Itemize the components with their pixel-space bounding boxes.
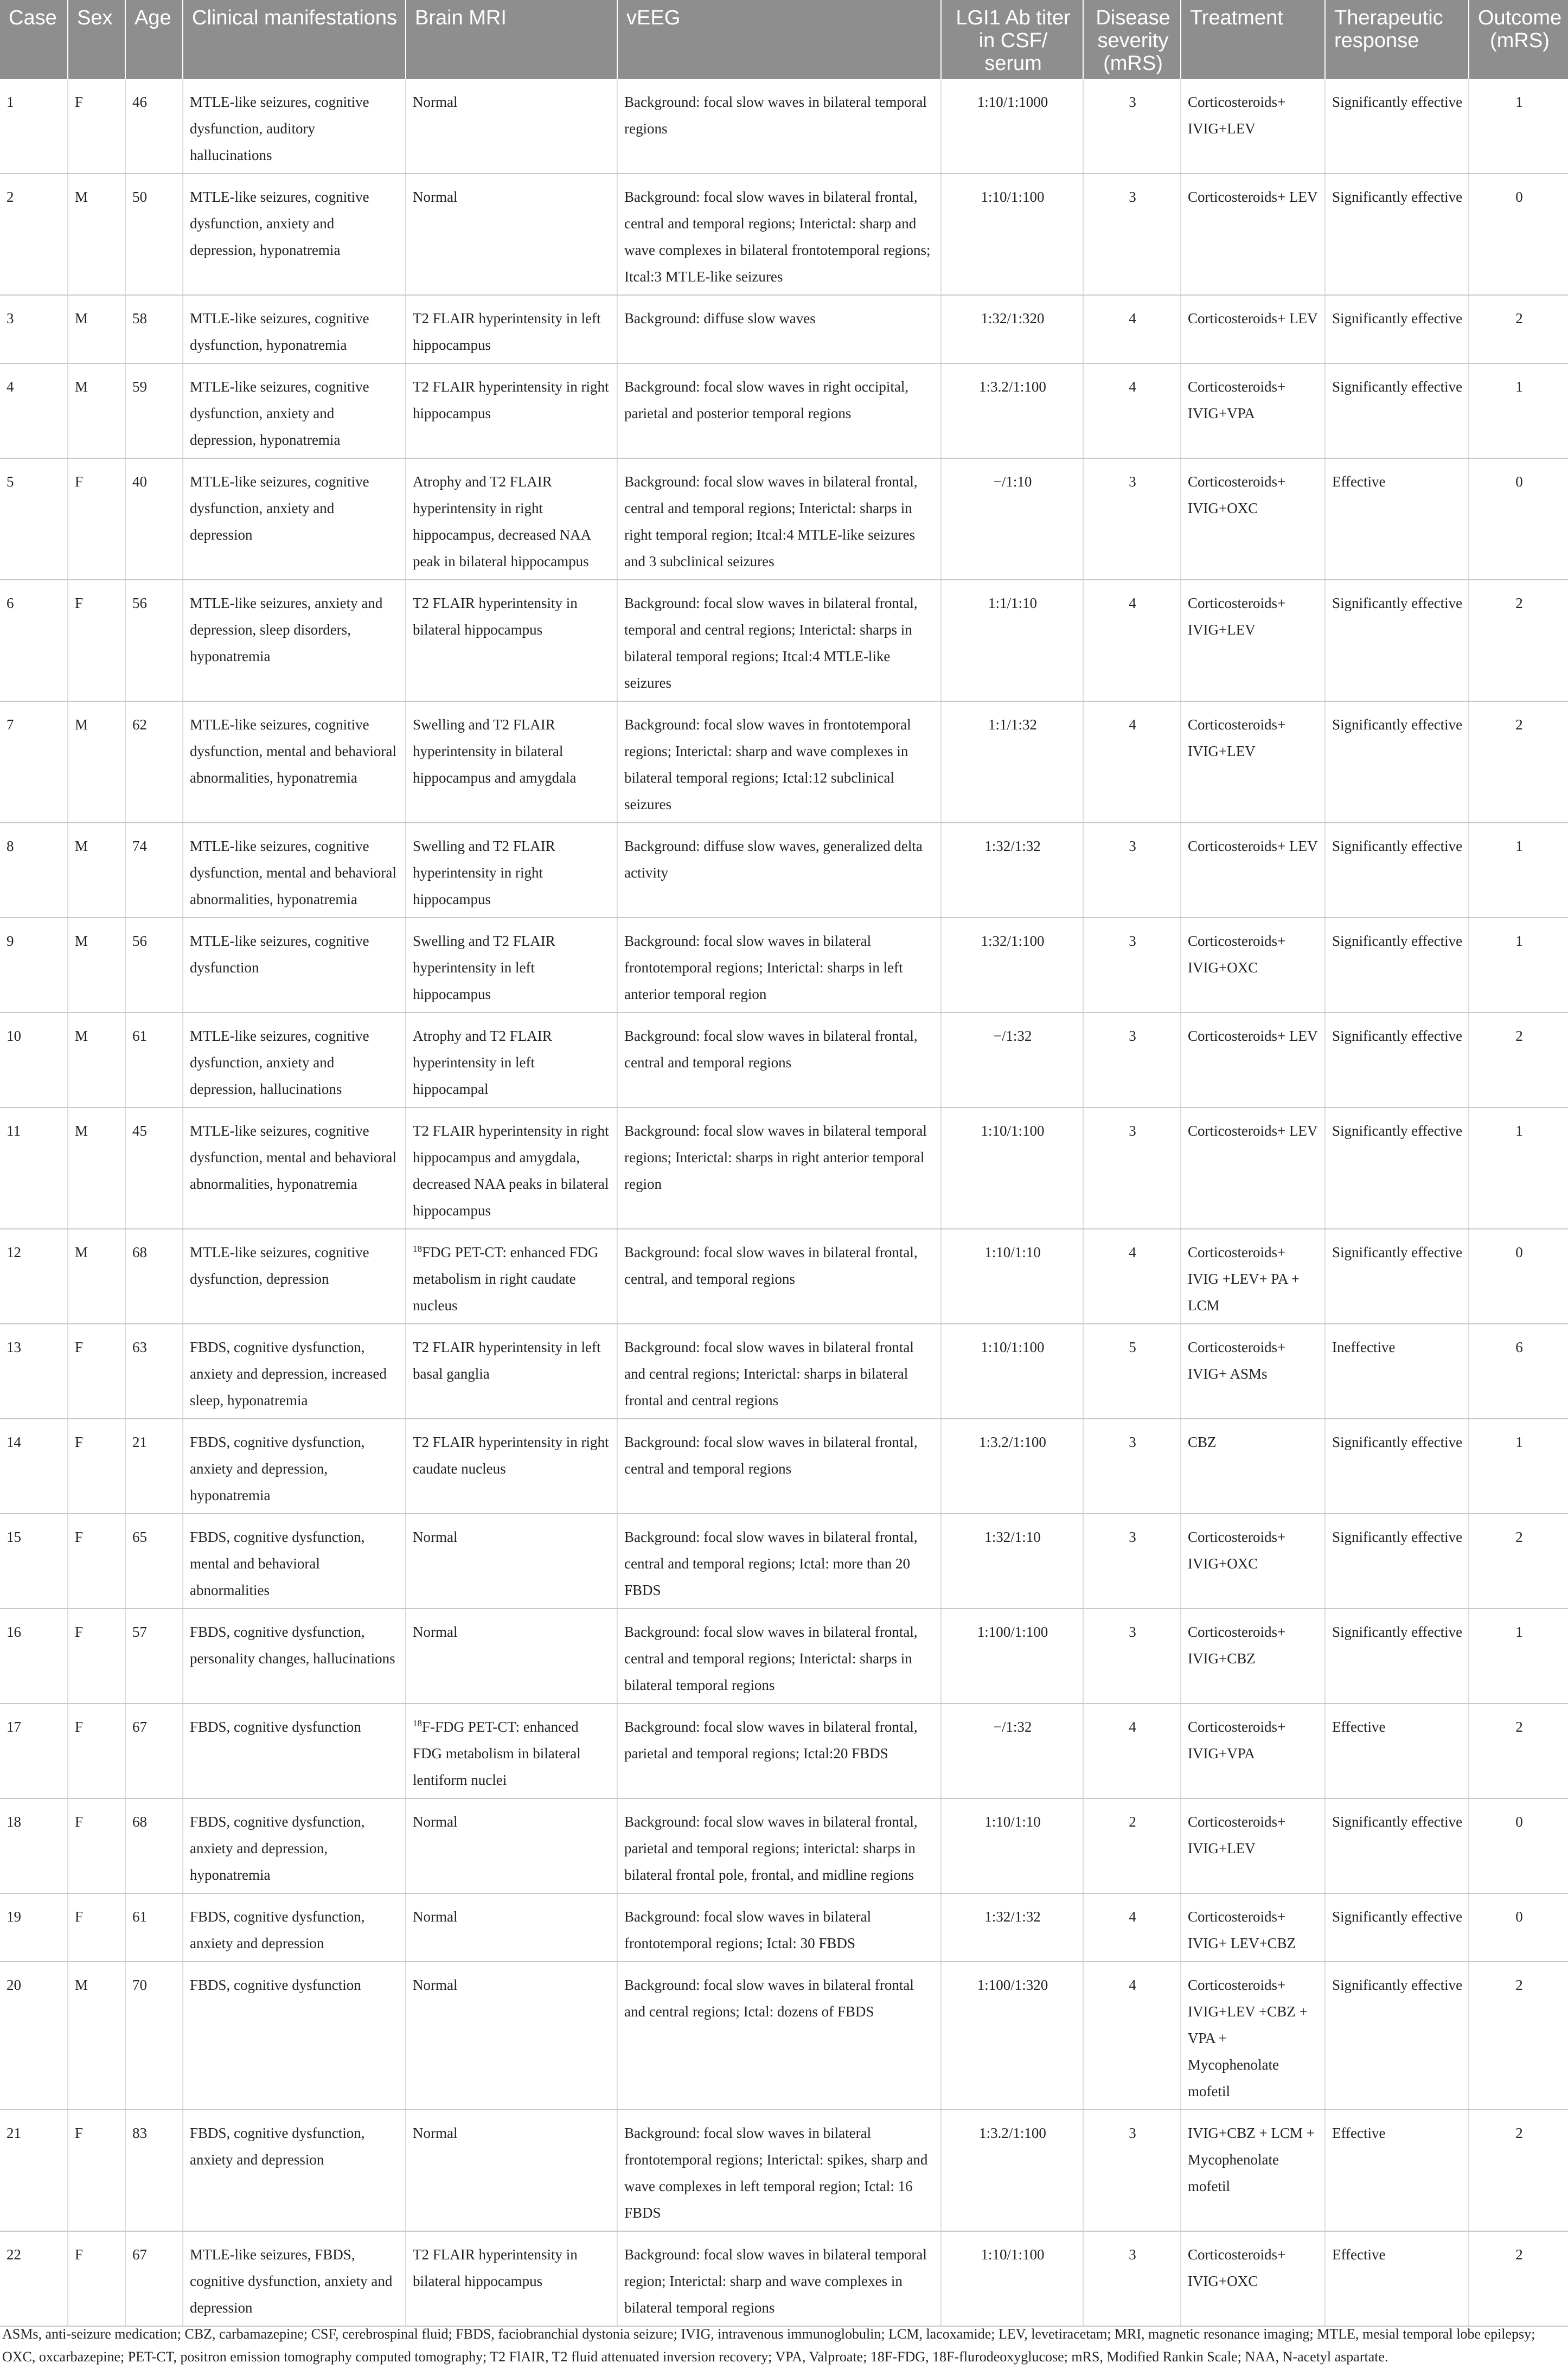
cell-mri: Swelling and T2 FLAIR hyperintensity in left hippocampus [406, 918, 617, 1013]
cell-outcome: 2 [1469, 1703, 1568, 1798]
cell-veeg: Background: focal slow waves in bilateral temporal region; Interictal: sharp and wave complexes in bilateral temporal regions [617, 2231, 941, 2326]
cell-severity: 3 [1083, 2231, 1181, 2326]
cell-age: 57 [125, 1609, 183, 1703]
cell-response: Effective [1325, 2110, 1469, 2231]
table-row [0, 363, 1568, 458]
cell-clinical: MTLE-like seizures, cognitive dysfunction, anxiety and depression, hyponatremia [183, 363, 406, 458]
cell-sex: M [68, 1229, 125, 1324]
table-body [0, 79, 1568, 2326]
cell-severity: 4 [1083, 580, 1181, 701]
cell-response: Significantly effective [1325, 1229, 1469, 1324]
cell-severity: 2 [1083, 1798, 1181, 1893]
cell-outcome: 1 [1469, 1609, 1568, 1703]
cell-veeg: Background: focal slow waves in bilateral frontal, parietal and temporal regions; Ictal:20 FBDS [617, 1703, 941, 1798]
mri-text: F-FDG PET-CT: enhanced FDG metabolism in bilateral lentiform nuclei [413, 1719, 581, 1788]
cell-titer: −/1:32 [941, 1013, 1083, 1107]
cell-outcome: 1 [1469, 363, 1568, 458]
cell-treatment: Corticosteroids+ IVIG+VPA [1181, 363, 1325, 458]
mri-superscript: 18 [413, 1244, 422, 1254]
cell-age: 40 [125, 458, 183, 580]
cell-sex: F [68, 1893, 125, 1962]
cell-sex: F [68, 1609, 125, 1703]
cell-age: 45 [125, 1107, 183, 1229]
cell-titer: 1:100/1:100 [941, 1609, 1083, 1703]
cell-veeg: Background: focal slow waves in bilateral frontal, central and temporal regions [617, 1419, 941, 1514]
cell-titer: 1:1/1:10 [941, 580, 1083, 701]
cell-case: 17 [0, 1703, 68, 1798]
cell-clinical: MTLE-like seizures, cognitive dysfunction, mental and behavioral abnormalities, hyponatremia [183, 701, 406, 823]
cell-titer: 1:10/1:10 [941, 1798, 1083, 1893]
mri-text: FDG PET-CT: enhanced FDG metabolism in right caudate nucleus [413, 1244, 599, 1314]
cell-case: 18 [0, 1798, 68, 1893]
cell-outcome: 2 [1469, 580, 1568, 701]
cell-response: Significantly effective [1325, 1893, 1469, 1962]
table-row [0, 580, 1568, 701]
cell-severity: 4 [1083, 1229, 1181, 1324]
cell-treatment: Corticosteroids+ LEV [1181, 295, 1325, 363]
cell-severity: 4 [1083, 1962, 1181, 2110]
cell-mri: Normal [406, 1514, 617, 1609]
cell-veeg: Background: focal slow waves in bilateral frontal, central and temporal regions; Interictal: sharps in bilateral temporal regions [617, 1609, 941, 1703]
cell-outcome: 1 [1469, 1107, 1568, 1229]
cell-treatment: Corticosteroids+ IVIG+CBZ [1181, 1609, 1325, 1703]
cell-treatment: Corticosteroids+ IVIG+LEV [1181, 1798, 1325, 1893]
cell-outcome: 0 [1469, 174, 1568, 295]
cell-outcome: 2 [1469, 1514, 1568, 1609]
cell-age: 56 [125, 918, 183, 1013]
cell-mri: Normal [406, 174, 617, 295]
cell-titer: 1:32/1:320 [941, 295, 1083, 363]
cell-titer: 1:32/1:32 [941, 1893, 1083, 1962]
cell-outcome: 0 [1469, 1798, 1568, 1893]
cell-severity: 3 [1083, 1419, 1181, 1514]
header-sex: Sex [68, 0, 125, 79]
cell-clinical: FBDS, cognitive dysfunction [183, 1703, 406, 1798]
cell-case: 19 [0, 1893, 68, 1962]
table-row [0, 1514, 1568, 1609]
cell-mri: Normal [406, 1962, 617, 2110]
cell-treatment: Corticosteroids+ IVIG+OXC [1181, 458, 1325, 580]
cell-treatment: Corticosteroids+ IVIG+ LEV+CBZ [1181, 1893, 1325, 1962]
cell-clinical: FBDS, cognitive dysfunction, anxiety and depression, increased sleep, hyponatremia [183, 1324, 406, 1419]
cell-age: 58 [125, 295, 183, 363]
cell-outcome: 0 [1469, 1229, 1568, 1324]
cell-titer: 1:10/1:100 [941, 174, 1083, 295]
table-row [0, 918, 1568, 1013]
cell-treatment: Corticosteroids+ LEV [1181, 823, 1325, 918]
cell-mri: Atrophy and T2 FLAIR hyperintensity in right hippocampus, decreased NAA peak in bilateral hippocampus [406, 458, 617, 580]
cell-sex: M [68, 1962, 125, 2110]
table-row [0, 295, 1568, 363]
cell-mri: Normal [406, 1798, 617, 1893]
cell-mri: Normal [406, 1893, 617, 1962]
cell-severity: 3 [1083, 918, 1181, 1013]
cell-case: 20 [0, 1962, 68, 2110]
cell-age: 61 [125, 1893, 183, 1962]
cell-age: 68 [125, 1229, 183, 1324]
cell-clinical: FBDS, cognitive dysfunction, anxiety and depression [183, 2110, 406, 2231]
cell-case: 8 [0, 823, 68, 918]
cell-age: 65 [125, 1514, 183, 1609]
cell-treatment: Corticosteroids+ IVIG+OXC [1181, 2231, 1325, 2326]
cell-age: 67 [125, 1703, 183, 1798]
cell-veeg: Background: focal slow waves in bilateral frontotemporal regions; Ictal: 30 FBDS [617, 1893, 941, 1962]
header-case: Case [0, 0, 68, 79]
table-row [0, 174, 1568, 295]
cell-outcome: 0 [1469, 1893, 1568, 1962]
cell-severity: 3 [1083, 2110, 1181, 2231]
header-treatment: Treatment [1181, 0, 1325, 79]
cell-case: 12 [0, 1229, 68, 1324]
cell-veeg: Background: focal slow waves in bilateral frontal and central regions; Interictal: sharps in bilateral frontal and central regions [617, 1324, 941, 1419]
cell-titer: 1:3.2/1:100 [941, 2110, 1083, 2231]
cell-severity: 4 [1083, 701, 1181, 823]
cell-severity: 4 [1083, 295, 1181, 363]
cell-response: Significantly effective [1325, 1962, 1469, 2110]
cell-treatment: IVIG+CBZ + LCM + Mycophenolate mofetil [1181, 2110, 1325, 2231]
table-row [0, 823, 1568, 918]
cell-veeg: Background: diffuse slow waves, generalized delta activity [617, 823, 941, 918]
cell-response: Effective [1325, 1703, 1469, 1798]
table-header [0, 0, 1568, 79]
cell-treatment: Corticosteroids+ IVIG+LEV [1181, 701, 1325, 823]
cell-outcome: 1 [1469, 918, 1568, 1013]
cell-case: 4 [0, 363, 68, 458]
cell-clinical: MTLE-like seizures, cognitive dysfunction, auditory hallucinations [183, 79, 406, 174]
table-row [0, 2110, 1568, 2231]
cell-age: 63 [125, 1324, 183, 1419]
cell-sex: M [68, 823, 125, 918]
cell-sex: M [68, 295, 125, 363]
cell-veeg: Background: focal slow waves in bilateral temporal regions; Interictal: sharps in right anterior temporal region [617, 1107, 941, 1229]
cell-veeg: Background: focal slow waves in bilateral frontotemporal regions; Interictal: sharps in left anterior temporal region [617, 918, 941, 1013]
cell-clinical: FBDS, cognitive dysfunction [183, 1962, 406, 2110]
table-row [0, 79, 1568, 174]
cell-outcome: 2 [1469, 1013, 1568, 1107]
cell-veeg: Background: focal slow waves in bilateral temporal regions [617, 79, 941, 174]
cell-sex: F [68, 1798, 125, 1893]
cell-response: Significantly effective [1325, 1419, 1469, 1514]
table-row [0, 1703, 1568, 1798]
cell-veeg: Background: focal slow waves in right occipital, parietal and posterior temporal regions [617, 363, 941, 458]
header-response: Therapeutic response [1325, 0, 1469, 79]
header-titer: LGI1 Ab titer in CSF/ serum [941, 0, 1083, 79]
cell-sex: F [68, 1419, 125, 1514]
cell-titer: 1:3.2/1:100 [941, 363, 1083, 458]
cell-veeg: Background: focal slow waves in bilateral frontal, central and temporal regions; Interictal: sharp and wave complexes in bilateral frontotemporal regions; Itcal:3 MTLE-like seizures [617, 174, 941, 295]
cell-sex: F [68, 79, 125, 174]
cell-severity: 5 [1083, 1324, 1181, 1419]
cell-response: Significantly effective [1325, 1798, 1469, 1893]
table-row [0, 1798, 1568, 1893]
cell-outcome: 6 [1469, 1324, 1568, 1419]
cell-case: 13 [0, 1324, 68, 1419]
cell-treatment: Corticosteroids+ IVIG +LEV+ PA + LCM [1181, 1229, 1325, 1324]
cell-titer: 1:1/1:32 [941, 701, 1083, 823]
cell-veeg: Background: focal slow waves in bilateral frontal, central and temporal regions; Ictal: more than 20 FBDS [617, 1514, 941, 1609]
cell-titer: 1:10/1:1000 [941, 79, 1083, 174]
header-row [0, 0, 1568, 79]
cell-veeg: Background: focal slow waves in bilateral frontotemporal regions; Interictal: spikes, sharp and wave complexes in left temporal region; Ictal: 16 FBDS [617, 2110, 941, 2231]
cell-mri: T2 FLAIR hyperintensity in right caudate nucleus [406, 1419, 617, 1514]
cell-veeg: Background: focal slow waves in bilateral frontal, central and temporal regions [617, 1013, 941, 1107]
header-veeg: vEEG [617, 0, 941, 79]
cell-outcome: 1 [1469, 1419, 1568, 1514]
cell-mri: Normal [406, 2110, 617, 2231]
cell-response: Significantly effective [1325, 701, 1469, 823]
cell-severity: 3 [1083, 1514, 1181, 1609]
cell-severity: 4 [1083, 363, 1181, 458]
cell-treatment: CBZ [1181, 1419, 1325, 1514]
cell-veeg: Background: focal slow waves in bilateral frontal and central regions; Ictal: dozens of FBDS [617, 1962, 941, 2110]
cell-titer: 1:32/1:32 [941, 823, 1083, 918]
cell-response: Significantly effective [1325, 1609, 1469, 1703]
header-age: Age [125, 0, 183, 79]
cell-treatment: Corticosteroids+ IVIG+LEV +CBZ + VPA + Mycophenolate mofetil [1181, 1962, 1325, 2110]
cell-treatment: Corticosteroids+ LEV [1181, 174, 1325, 295]
cell-veeg: Background: focal slow waves in bilateral frontal, parietal and temporal regions; interictal: sharps in bilateral frontal pole, frontal, and midline regions [617, 1798, 941, 1893]
cell-age: 67 [125, 2231, 183, 2326]
cell-sex: M [68, 363, 125, 458]
cell-response: Significantly effective [1325, 363, 1469, 458]
cell-outcome: 2 [1469, 2231, 1568, 2326]
cell-sex: F [68, 1324, 125, 1419]
cell-age: 61 [125, 1013, 183, 1107]
cell-sex: M [68, 1013, 125, 1107]
cell-response: Significantly effective [1325, 918, 1469, 1013]
cell-mri [406, 1229, 617, 1324]
cell-age: 56 [125, 580, 183, 701]
table-row [0, 2231, 1568, 2326]
cell-outcome: 2 [1469, 2110, 1568, 2231]
cell-mri: Normal [406, 79, 617, 174]
cell-case: 14 [0, 1419, 68, 1514]
cell-severity: 3 [1083, 1107, 1181, 1229]
cell-case: 5 [0, 458, 68, 580]
cell-titer: 1:10/1:10 [941, 1229, 1083, 1324]
cell-mri: T2 FLAIR hyperintensity in right hippocampus [406, 363, 617, 458]
cell-sex: F [68, 2110, 125, 2231]
cell-mri: Atrophy and T2 FLAIR hyperintensity in left hippocampal [406, 1013, 617, 1107]
cell-severity: 3 [1083, 1609, 1181, 1703]
cell-treatment: Corticosteroids+ IVIG+OXC [1181, 1514, 1325, 1609]
cell-mri: Normal [406, 1609, 617, 1703]
cell-treatment: Corticosteroids+ LEV [1181, 1107, 1325, 1229]
cell-age: 68 [125, 1798, 183, 1893]
cell-titer: 1:100/1:320 [941, 1962, 1083, 2110]
cell-case: 7 [0, 701, 68, 823]
cell-clinical: FBDS, cognitive dysfunction, anxiety and depression [183, 1893, 406, 1962]
cell-treatment: Corticosteroids+ IVIG+ ASMs [1181, 1324, 1325, 1419]
cell-case: 11 [0, 1107, 68, 1229]
cell-treatment: Corticosteroids+ LEV [1181, 1013, 1325, 1107]
cell-response: Significantly effective [1325, 1107, 1469, 1229]
cell-clinical: MTLE-like seizures, cognitive dysfunction, anxiety and depression, hallucinations [183, 1013, 406, 1107]
header-outcome: Outcome (mRS) [1469, 0, 1568, 79]
cell-clinical: MTLE-like seizures, FBDS, cognitive dysfunction, anxiety and depression [183, 2231, 406, 2326]
cell-case: 9 [0, 918, 68, 1013]
cell-case: 3 [0, 295, 68, 363]
cell-age: 62 [125, 701, 183, 823]
cell-clinical: FBDS, cognitive dysfunction, anxiety and depression, hyponatremia [183, 1419, 406, 1514]
cell-outcome: 1 [1469, 823, 1568, 918]
cell-clinical: FBDS, cognitive dysfunction, personality changes, hallucinations [183, 1609, 406, 1703]
cell-sex: F [68, 1514, 125, 1609]
table-row [0, 1324, 1568, 1419]
cell-severity: 3 [1083, 1013, 1181, 1107]
cell-case: 1 [0, 79, 68, 174]
cell-veeg: Background: focal slow waves in bilateral frontal, temporal and central regions; Interictal: sharps in bilateral temporal regions; Itcal:4 MTLE-like seizures [617, 580, 941, 701]
cell-titer: 1:10/1:100 [941, 1107, 1083, 1229]
cell-mri: T2 FLAIR hyperintensity in left hippocampus [406, 295, 617, 363]
cell-case: 6 [0, 580, 68, 701]
cell-mri: T2 FLAIR hyperintensity in right hippocampus and amygdala, decreased NAA peaks in bilateral hippocampus [406, 1107, 617, 1229]
cell-titer: 1:10/1:100 [941, 2231, 1083, 2326]
cell-clinical: FBDS, cognitive dysfunction, mental and behavioral abnormalities [183, 1514, 406, 1609]
table-row [0, 701, 1568, 823]
cell-severity: 4 [1083, 1893, 1181, 1962]
cell-mri: T2 FLAIR hyperintensity in left basal ganglia [406, 1324, 617, 1419]
cell-age: 21 [125, 1419, 183, 1514]
cell-severity: 3 [1083, 458, 1181, 580]
cell-clinical: FBDS, cognitive dysfunction, anxiety and depression, hyponatremia [183, 1798, 406, 1893]
cell-titer: 1:10/1:100 [941, 1324, 1083, 1419]
table-row [0, 1107, 1568, 1229]
cell-response: Significantly effective [1325, 823, 1469, 918]
table-row [0, 1609, 1568, 1703]
cell-titer: 1:32/1:10 [941, 1514, 1083, 1609]
cell-age: 83 [125, 2110, 183, 2231]
cell-mri: Swelling and T2 FLAIR hyperintensity in right hippocampus [406, 823, 617, 918]
cell-outcome: 2 [1469, 295, 1568, 363]
cell-age: 46 [125, 79, 183, 174]
cell-clinical: MTLE-like seizures, cognitive dysfunction, depression [183, 1229, 406, 1324]
cell-response: Ineffective [1325, 1324, 1469, 1419]
header-clinical: Clinical manifestations [183, 0, 406, 79]
cell-mri [406, 1703, 617, 1798]
cell-clinical: MTLE-like seizures, cognitive dysfunction, mental and behavioral abnormalities, hyponatremia [183, 823, 406, 918]
cell-veeg: Background: diffuse slow waves [617, 295, 941, 363]
cell-treatment: Corticosteroids+ IVIG+VPA [1181, 1703, 1325, 1798]
cell-sex: M [68, 1107, 125, 1229]
cell-outcome: 2 [1469, 701, 1568, 823]
cell-clinical: MTLE-like seizures, cognitive dysfunction, hyponatremia [183, 295, 406, 363]
cell-severity: 3 [1083, 79, 1181, 174]
cell-treatment: Corticosteroids+ IVIG+LEV [1181, 580, 1325, 701]
cell-veeg: Background: focal slow waves in frontotemporal regions; Interictal: sharp and wave complexes in bilateral temporal regions; Ictal:12 subclinical seizures [617, 701, 941, 823]
table-row [0, 1013, 1568, 1107]
cell-titer: 1:32/1:100 [941, 918, 1083, 1013]
cell-age: 70 [125, 1962, 183, 2110]
cell-severity: 4 [1083, 1703, 1181, 1798]
cell-veeg: Background: focal slow waves in bilateral frontal, central and temporal regions; Interictal: sharps in right temporal region; Itcal:4 MTLE-like seizures and 3 subclinical seizures [617, 458, 941, 580]
cell-clinical: MTLE-like seizures, cognitive dysfunction, mental and behavioral abnormalities, hyponatremia [183, 1107, 406, 1229]
table-footnote: ASMs, anti-seizure medication; CBZ, carbamazepine; CSF, cerebrospinal fluid; FBDS, faciobranchial dystonia seizure; IVIG, intravenous immunoglobulin; LCM, lacoxamide; LEV, levetiracetam; MRI, magnetic resonance imaging; MTLE, mesial temporal lobe epilepsy; OXC, oxcarbazepine; PET-CT, positron emission tomography computed tomography; T2 FlAIR, T2 fluid attenuated inversion recovery; VPA, Valproate; 18F-FDG, 18F-flurodeoxyglucose; mRS, Modified Rankin Scale; NAA, N-acetyl aspartate. [2, 2326, 1535, 2365]
cell-sex: F [68, 580, 125, 701]
cell-treatment: Corticosteroids+ IVIG+LEV [1181, 79, 1325, 174]
header-severity: Disease severity (mRS) [1083, 0, 1181, 79]
cell-response: Effective [1325, 2231, 1469, 2326]
cell-clinical: MTLE-like seizures, cognitive dysfunction, anxiety and depression [183, 458, 406, 580]
cell-titer: 1:3.2/1:100 [941, 1419, 1083, 1514]
cell-response: Significantly effective [1325, 1013, 1469, 1107]
cell-mri: Swelling and T2 FLAIR hyperintensity in bilateral hippocampus and amygdala [406, 701, 617, 823]
cell-titer: −/1:32 [941, 1703, 1083, 1798]
cell-case: 21 [0, 2110, 68, 2231]
cell-age: 74 [125, 823, 183, 918]
cell-sex: F [68, 2231, 125, 2326]
cell-veeg: Background: focal slow waves in bilateral frontal, central, and temporal regions [617, 1229, 941, 1324]
cell-sex: F [68, 1703, 125, 1798]
table-row [0, 1419, 1568, 1514]
cell-outcome: 2 [1469, 1962, 1568, 2110]
cell-response: Significantly effective [1325, 79, 1469, 174]
cell-severity: 3 [1083, 174, 1181, 295]
cell-case: 16 [0, 1609, 68, 1703]
cell-clinical: MTLE-like seizures, anxiety and depression, sleep disorders, hyponatremia [183, 580, 406, 701]
cell-severity: 3 [1083, 823, 1181, 918]
cell-outcome: 0 [1469, 458, 1568, 580]
cell-mri: T2 FLAIR hyperintensity in bilateral hippocampus [406, 2231, 617, 2326]
cell-age: 59 [125, 363, 183, 458]
cell-clinical: MTLE-like seizures, cognitive dysfunction, anxiety and depression, hyponatremia [183, 174, 406, 295]
cell-sex: M [68, 918, 125, 1013]
cell-sex: M [68, 174, 125, 295]
table-row [0, 1962, 1568, 2110]
cell-response: Significantly effective [1325, 1514, 1469, 1609]
cell-case: 2 [0, 174, 68, 295]
cell-response: Significantly effective [1325, 580, 1469, 701]
header-mri: Brain MRI [406, 0, 617, 79]
table-row [0, 458, 1568, 580]
cell-age: 50 [125, 174, 183, 295]
cell-response: Effective [1325, 458, 1469, 580]
cell-mri: T2 FLAIR hyperintensity in bilateral hippocampus [406, 580, 617, 701]
cell-case: 15 [0, 1514, 68, 1609]
cell-clinical: MTLE-like seizures, cognitive dysfunction [183, 918, 406, 1013]
cell-sex: F [68, 458, 125, 580]
cell-sex: M [68, 701, 125, 823]
cell-titer: −/1:10 [941, 458, 1083, 580]
mri-superscript: 18 [413, 1718, 422, 1728]
cell-case: 10 [0, 1013, 68, 1107]
table-row [0, 1229, 1568, 1324]
cell-response: Significantly effective [1325, 295, 1469, 363]
cell-case: 22 [0, 2231, 68, 2326]
cell-response: Significantly effective [1325, 174, 1469, 295]
table-row [0, 1893, 1568, 1962]
cell-outcome: 1 [1469, 79, 1568, 174]
cell-treatment: Corticosteroids+ IVIG+OXC [1181, 918, 1325, 1013]
